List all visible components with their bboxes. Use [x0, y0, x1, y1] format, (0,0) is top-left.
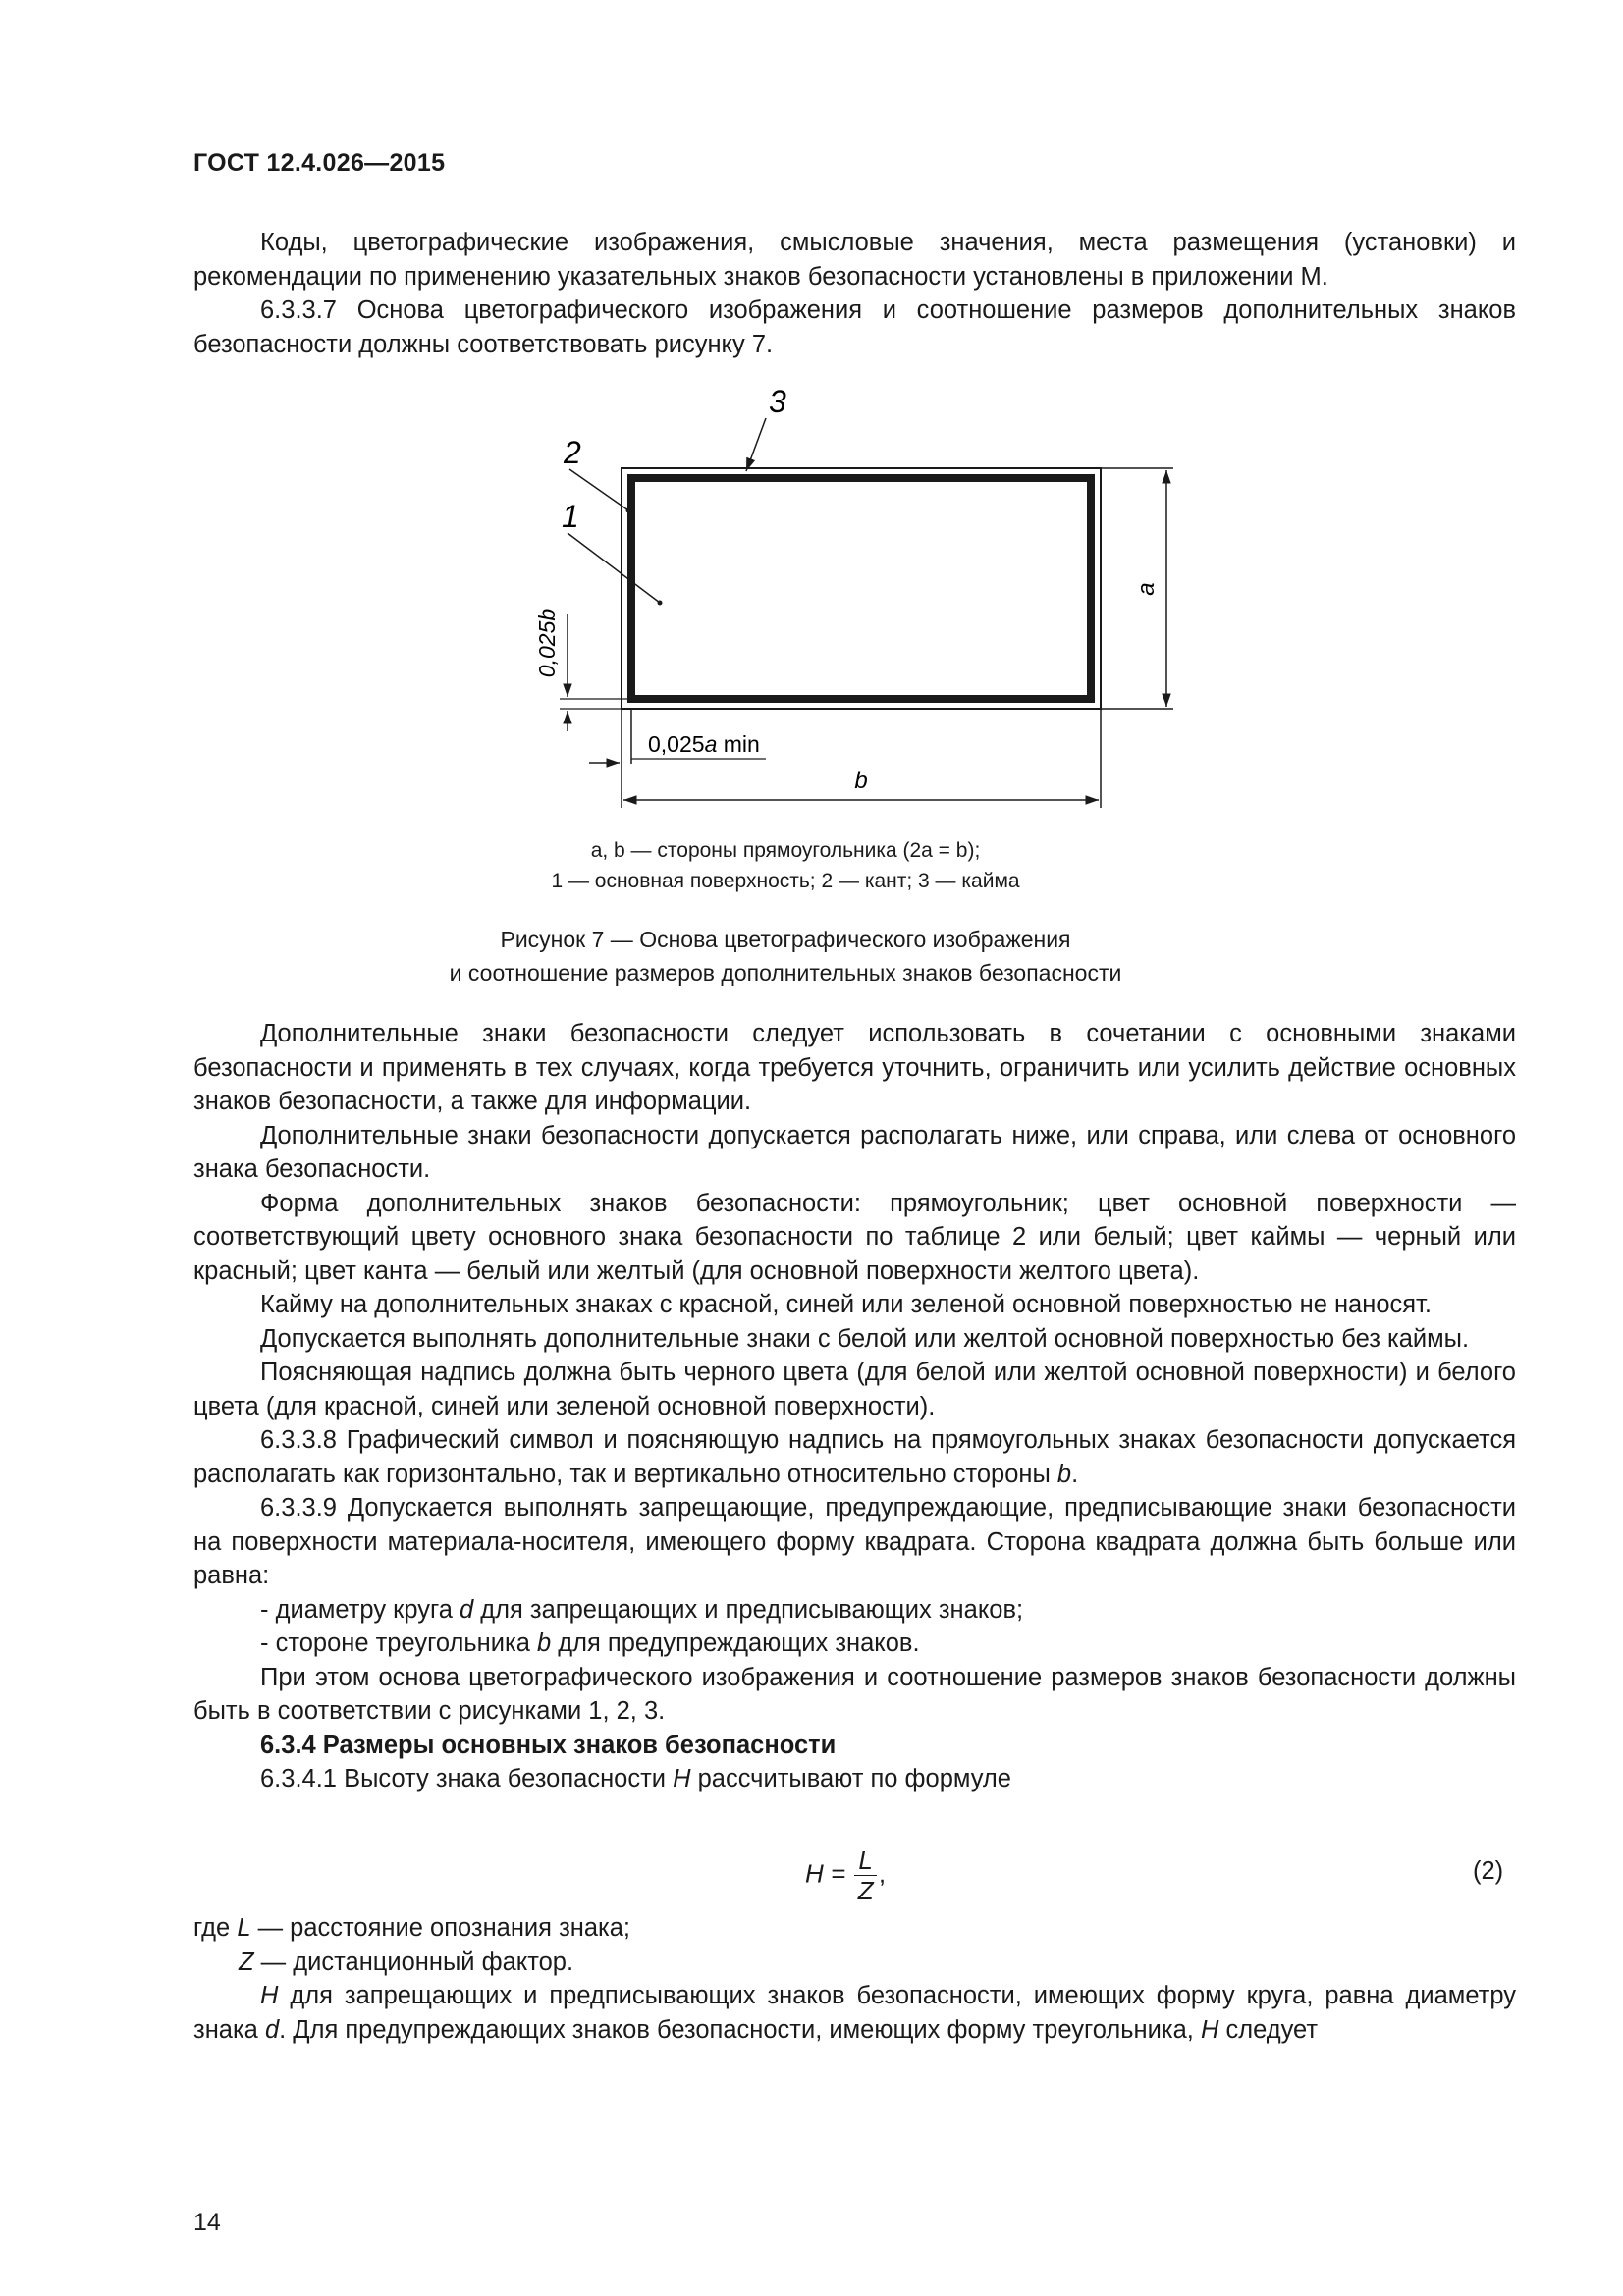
paragraph: Кайму на дополнительных знаках с красной, синей или зеленой основной поверхностью не наносят.: [260, 1291, 1432, 1318]
dim-a-label: a: [1133, 582, 1160, 596]
formula-fraction: $\frac{L}{Z}$: [854, 1845, 876, 1905]
paragraph: 6.3.3.8 Графический символ и поясняющую надпись на прямоугольных знаках безопасности допускается располагать как горизонтально, так и вертикально относительно стороны b.: [193, 1426, 1516, 1488]
formula-number: (2): [1473, 1857, 1504, 1885]
legend-line: 1 — основная поверхность; 2 — кант; 3 — кайма: [551, 870, 1020, 892]
legend-line: a, b — стороны прямоугольника (2a = b);: [590, 839, 981, 862]
where-row: Z — дистанционный фактор.: [239, 1948, 574, 1976]
page-number: 14: [193, 2209, 221, 2236]
dim-b-label: b: [854, 768, 868, 794]
list-item: - диаметру круга d для запрещающих и предписывающих знаков;: [260, 1595, 1024, 1624]
paragraph: Дополнительные знаки безопасности допускается располагать ниже, или справа, или слева от основного знака безопасности.: [193, 1121, 1516, 1183]
paragraph: 6.3.3.9 Допускается выполнять запрещающие, предупреждающие, предписывающие знаки безопасности на поверхности материала-носителя, имеющего форму квадрата. Сторона квадрата должна быть больше или равна:: [193, 1494, 1516, 1589]
callout-3: 3: [769, 384, 786, 419]
caption-line: и соотношение размеров дополнительных знаков безопасности: [449, 960, 1122, 986]
formula-legend: [193, 1911, 630, 1979]
outer-edge: [622, 468, 1101, 709]
caption-line: Рисунок 7 — Основа цветографического изображения: [500, 927, 1071, 952]
tail-text: [193, 1979, 1516, 2047]
paragraph: При этом основа цветографического изображения и соотношение размеров знаков безопасности должны быть в соответствии с рисунками 1, 2, 3.: [193, 1663, 1516, 1725]
figure-legend: [393, 835, 1178, 896]
dim-border-label: 0,025b: [534, 608, 560, 678]
figure-7-drawing: [0, 0, 1623, 864]
paragraph: 6.3.4.1 Высоту знака безопасности H рассчитывают по формуле: [260, 1765, 1011, 1792]
paragraph: Дополнительные знаки безопасности следует использовать в сочетании с основными знаками безопасности и применять в тех случаях, когда требуется уточнить, ограничить или усилить действие основных знаков безопасности, а также для информации.: [193, 1020, 1516, 1115]
paragraph: Форма дополнительных знаков безопасности: прямоугольник; цвет основной поверхности — соответствующий цвету основного знака безопасности по таблице 2 или белый; цвет каймы — черный или красный; цвет канта — белый или желтый (для основной поверхности желтого цвета).: [193, 1189, 1516, 1285]
paragraph: 6.3.3.7 Основа цветографического изображения и соотношение размеров дополнительных знаков безопасности должны соответствовать рисунку 7.: [193, 296, 1516, 358]
formula-2: H = $\frac{L}{Z}$ ,: [805, 1845, 887, 1905]
list-item: - стороне треугольника b для предупреждающих знаков.: [260, 1629, 920, 1657]
paragraph: Коды, цветографические изображения, смысловые значения, места размещения (установки) и рекомендации по применению указательных знаков безопасности установлены в приложении М.: [193, 229, 1516, 291]
section-heading: 6.3.4 Размеры основных знаков безопасности: [260, 1731, 837, 1759]
document-header: ГОСТ 12.4.026—2015: [193, 149, 446, 177]
figure-caption: [393, 923, 1178, 989]
callout-1: 1: [562, 499, 579, 534]
formula-lhs: H =: [805, 1858, 846, 1889]
dim-kant-label: 0,025a min: [648, 731, 760, 757]
body-text: [193, 1017, 1516, 1796]
paragraph: H для запрещающих и предписывающих знаков безопасности, имеющих форму круга, равна диаметру знака d. Для предупреждающих знаков безопасности, имеющих форму треугольника, H следует: [193, 1982, 1516, 2044]
where-row: где L — расстояние опознания знака;: [193, 1914, 631, 1942]
callout-2: 2: [564, 435, 581, 470]
paragraph: Поясняющая надпись должна быть черного цвета (для белой или желтой основной поверхности) и белого цвета (для красной, синей или зеленой основной поверхности).: [193, 1359, 1516, 1420]
border-frame: [631, 478, 1091, 699]
paragraph: Допускается выполнять дополнительные знаки с белой или желтой основной поверхностью без каймы.: [260, 1324, 1470, 1353]
